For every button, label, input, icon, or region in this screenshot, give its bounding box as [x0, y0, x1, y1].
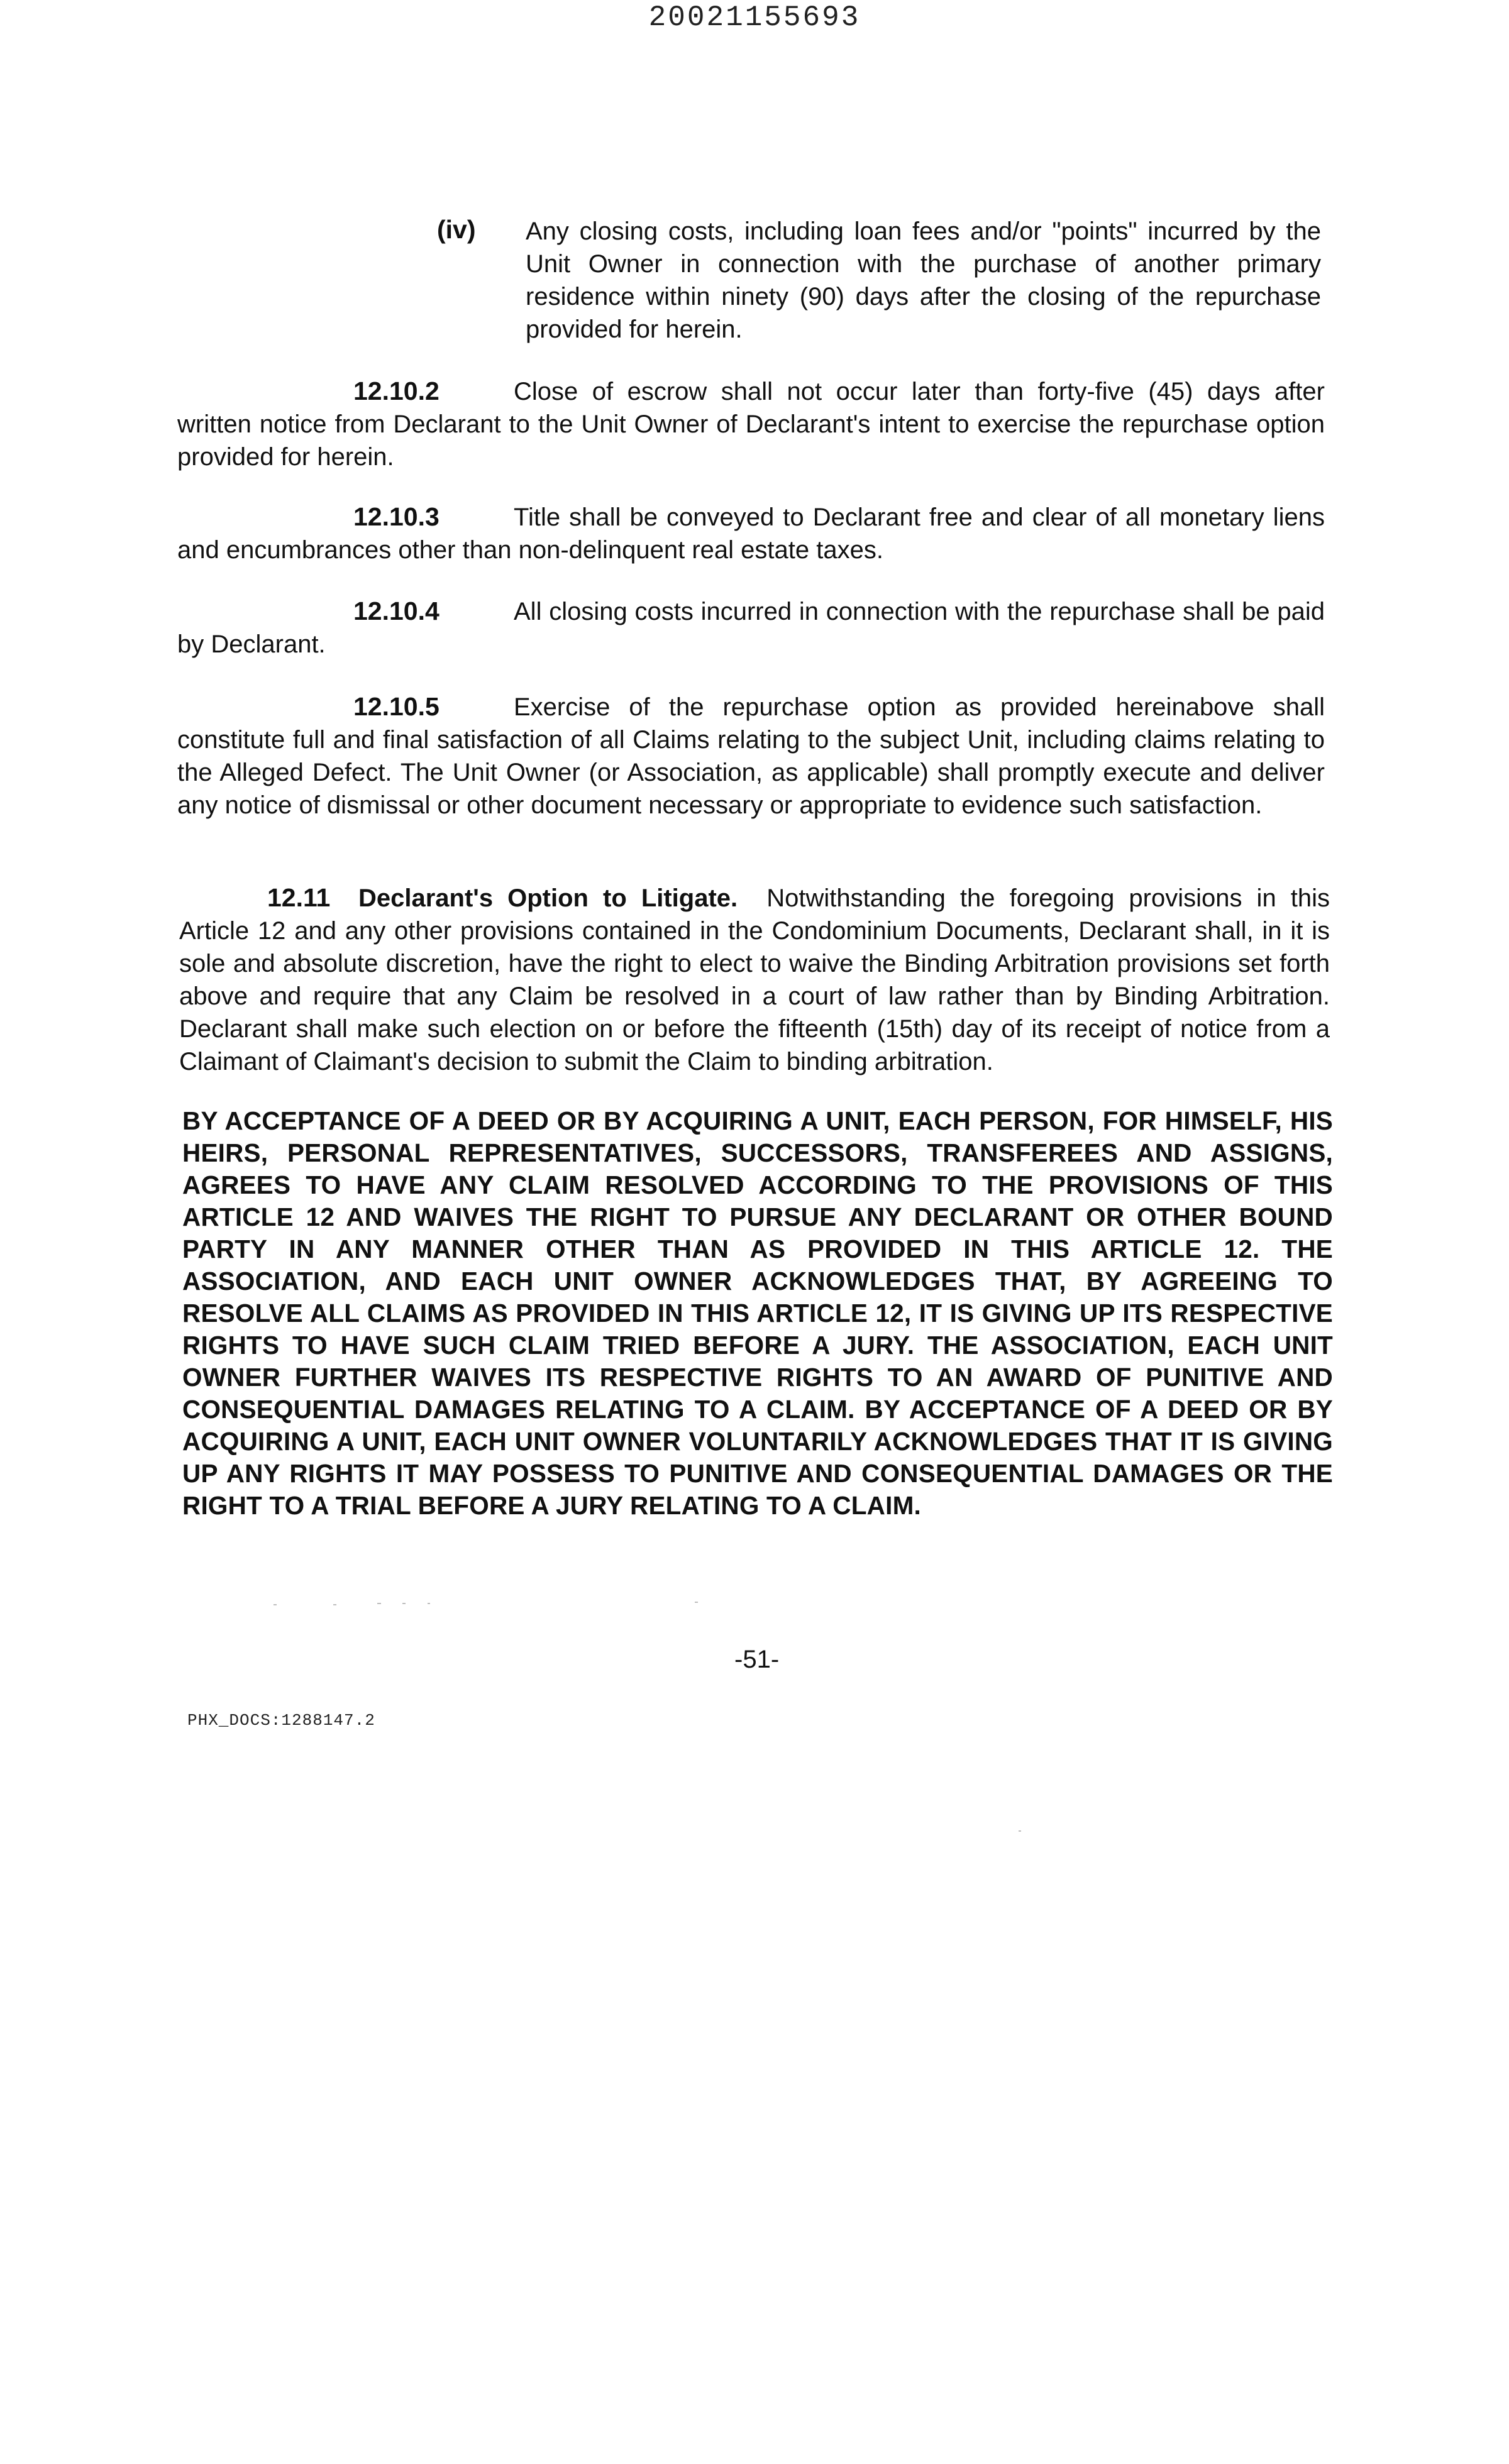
section-12-11	[179, 881, 1330, 1078]
section-text: Title shall be conveyed to Declarant free and clear of all monetary liens and encumbrances other than non-delinquent real estate taxes.	[177, 503, 1325, 564]
page-number: -51-	[734, 1646, 780, 1673]
section-text: Exercise of the repurchase option as provided hereinabove shall constitute full and final satisfaction of all Claims relating to the subject Unit, including claims relating to the Alleged Defect. The Unit Owner (or Association, as applicable) shall promptly execute and deliver any notice of dismissal or other document necessary or appropriate to evidence such satisfaction.	[177, 693, 1325, 819]
section-heading: Declarant's Option to Litigate.	[358, 884, 738, 912]
scan-speck	[274, 1604, 277, 1605]
section-number: 12.10.4	[353, 597, 439, 625]
document-reference: PHX_DOCS:1288147.2	[187, 1711, 375, 1730]
recording-number: 20021155693	[648, 1, 861, 34]
section-text: Close of escrow shall not occur later than forty-five (45) days after written notice from Declarant to the Unit Owner of Declarant's intent to exercise the repurchase option provided for herein.	[177, 378, 1325, 471]
section-text: Notwithstanding the foregoing provisions in this Article 12 and any other provisions contained in the Condominium Documents, Declarant shall, in it is sole and absolute discretion, have the right to elect to waive the Binding Arbitration provisions set forth above and require that any Claim be resolved in a court of law rather than by Binding Arbitration. Declarant shall make such election on or before the fifteenth (15th) day of its receipt of notice from a Claimant of Claimant's decision to submit the Claim to binding arbitration.	[179, 884, 1330, 1075]
section-number: 12.11	[267, 883, 331, 912]
scan-speck	[695, 1602, 698, 1603]
section-12-10-4	[177, 595, 1325, 661]
scan-speck	[402, 1603, 406, 1604]
scan-speck	[428, 1603, 430, 1604]
scan-speck	[1019, 1830, 1021, 1832]
item-iv-label: (iv)	[437, 215, 476, 244]
section-12-10-3	[177, 500, 1325, 566]
section-12-10-5	[177, 690, 1325, 822]
scan-speck	[377, 1603, 381, 1604]
item-iv-text: Any closing costs, including loan fees and/or "points" incurred by the Unit Owner in connection with the purchase of another primary residence within ninety (90) days after the closing of the repurchase provided for herein.	[526, 217, 1321, 343]
section-number: 12.10.2	[353, 377, 439, 405]
section-number: 12.10.5	[353, 692, 439, 721]
section-number: 12.10.3	[353, 502, 439, 531]
scan-speck	[333, 1604, 336, 1605]
jury-waiver-paragraph: BY ACCEPTANCE OF A DEED OR BY ACQUIRING A UNIT, EACH PERSON, FOR HIMSELF, HIS HEIRS, PERSONAL REPRESENTATIVES, SUCCESSORS, TRANSFEREES AND ASSIGNS, AGREES TO HAVE ANY CLAIM RESOLVED ACCORDING TO THE PROVISIONS OF THIS ARTICLE 12 AND WAIVES THE RIGHT TO PURSUE ANY DECLARANT OR OTHER BOUND PARTY IN ANY MANNER OTHER THAN AS PROVIDED IN THIS ARTICLE 12. THE ASSOCIATION, AND EACH UNIT OWNER ACKNOWLEDGES THAT, BY AGREEING TO RESOLVE ALL CLAIMS AS PROVIDED IN THIS ARTICLE 12, IT IS GIVING UP ITS RESPECTIVE RIGHTS TO HAVE SUCH CLAIM TRIED BEFORE A JURY. THE ASSOCIATION, EACH UNIT OWNER FURTHER WAIVES ITS RESPECTIVE RIGHTS TO AN AWARD OF PUNITIVE AND CONSEQUENTIAL DAMAGES RELATING TO A CLAIM. BY ACCEPTANCE OF A DEED OR BY ACQUIRING A UNIT, EACH UNIT OWNER VOLUNTARILY ACKNOWLEDGES THAT IT IS GIVING UP ANY RIGHTS IT MAY POSSESS TO PUNITIVE AND CONSEQUENTIAL DAMAGES OR THE RIGHT TO A TRIAL BEFORE A JURY RELATING TO A CLAIM.	[182, 1106, 1333, 1520]
section-12-10-2	[177, 375, 1325, 473]
section-text: All closing costs incurred in connection with the repurchase shall be paid by Declarant.	[177, 598, 1325, 658]
